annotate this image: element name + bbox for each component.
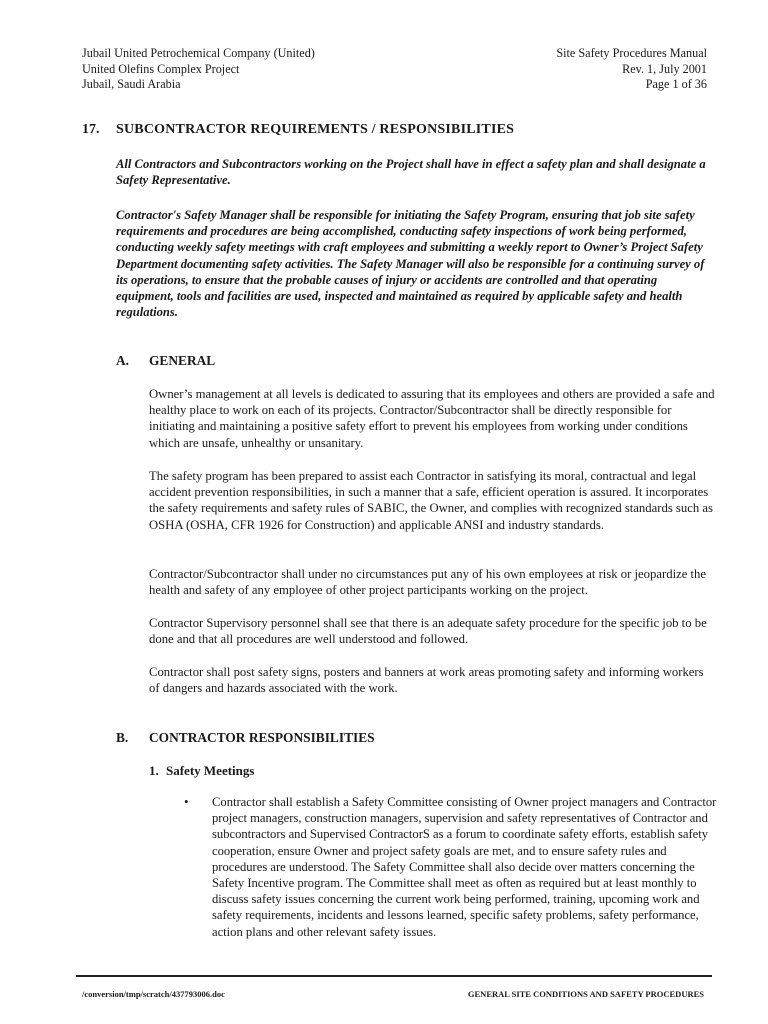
subsection-a-title: GENERAL: [149, 353, 216, 368]
item-1-heading: [149, 763, 254, 779]
subsection-b-title: CONTRACTOR RESPONSIBILITIES: [149, 730, 375, 745]
revision: Rev. 1, July 2001: [622, 61, 707, 76]
general-paragraph-3: Contractor/Subcontractor shall under no circumstances put any of his own employees at risk or jeopardize the health and safety of any employee of other project participants working on the project.: [149, 567, 707, 598]
bullet-paragraph: Contractor shall establish a Safety Committee consisting of Owner project managers and Contractor project managers, construction managers, supervision and safety representatives of Contractor and subcontractors and Supervised ContractorS as a forum to coordinate safety efforts, establish safety cooperation, ensure Owner and project safety goals are met, and to ensure safety rules and procedures are understood. The Safety Committee shall also decide over matters concerning the Safety Incentive program. The Committee shall meet as often as required but at least monthly to discuss safety issues concerning the current work being performed, training, upcoming work and safety requirements, incidents and lessons learned, specific safety problems, safety performance, action plans and other relevant safety issues.: [212, 795, 717, 939]
footer-document-title: GENERAL SITE CONDITIONS AND SAFETY PROCEDURES: [467, 989, 704, 999]
page-number: Page 1 of 36: [645, 77, 707, 91]
subsection-a-letter: A.: [116, 353, 130, 368]
bullet-icon: •: [184, 794, 189, 809]
intro-paragraph-2: Contractor's Safety Manager shall be responsible for initiating the Safety Program, ensuring that job site safety requirements and procedures are being accomplished, conducting safety inspections of work being performed, conducting weekly safety meetings with craft employees and submitting a weekly report to Owner’s Project Safety Department documenting safety activities. The Safety Manager will also be responsible for a continuing survey of its operations, to ensure that the probable causes of injury or accidents are controlled and that operating equipment, tools and facilities are used, inspected and maintained as required by applicable safety and health regulations.: [116, 208, 705, 320]
footer-divider: [76, 975, 712, 977]
subsection-b-letter: B.: [116, 730, 129, 745]
page-header-right: [556, 46, 707, 93]
item-1-title: Safety Meetings: [166, 763, 255, 778]
footer-file-path: /conversion/tmp/scratch/437793006.doc: [82, 989, 225, 999]
manual-title: Site Safety Procedures Manual: [556, 46, 707, 60]
item-1-number: 1.: [149, 763, 159, 778]
page-header-left: [82, 46, 315, 93]
general-paragraph-4: Contractor Supervisory personnel shall see that there is an adequate safety procedure for the specific job to be done and that all procedures are well understood and followed.: [149, 616, 707, 647]
project-name: United Olefins Complex Project: [82, 61, 240, 76]
general-paragraph-2: The safety program has been prepared to assist each Contractor in satisfying its moral, contractual and legal accident prevention responsibilities, in such a manner that a safe, efficient operation is assured. It incorporates the safety requirements and safety rules of SABIC, the Owner, and complies with recognized standards such as OSHA (OSHA, CFR 1926 for Construction) and applicable ANSI and industry standards.: [149, 469, 713, 532]
section-title: SUBCONTRACTOR REQUIREMENTS / RESPONSIBILITIES: [116, 122, 515, 137]
general-paragraph-5: Contractor shall post safety signs, posters and banners at work areas promoting safety and informing workers of dangers and hazards associated with the work.: [149, 665, 704, 696]
intro-paragraph-1: All Contractors and Subcontractors working on the Project shall have in effect a safety plan and shall designate a Safety Representative.: [116, 157, 706, 188]
general-paragraph-1: Owner’s management at all levels is dedicated to assuring that its employees and others are provided a safe and healthy place to work on each of its projects. Contractor/Subcontractor shall be directly responsible for initiating and maintaining a positive safety effort to prevent his employees from working under conditions which are unsafe, unhealthy or unsanitary.: [149, 387, 715, 450]
location: Jubail, Saudi Arabia: [82, 77, 181, 91]
section-number: 17.: [82, 122, 100, 137]
company-name: Jubail United Petrochemical Company (United): [82, 46, 315, 60]
